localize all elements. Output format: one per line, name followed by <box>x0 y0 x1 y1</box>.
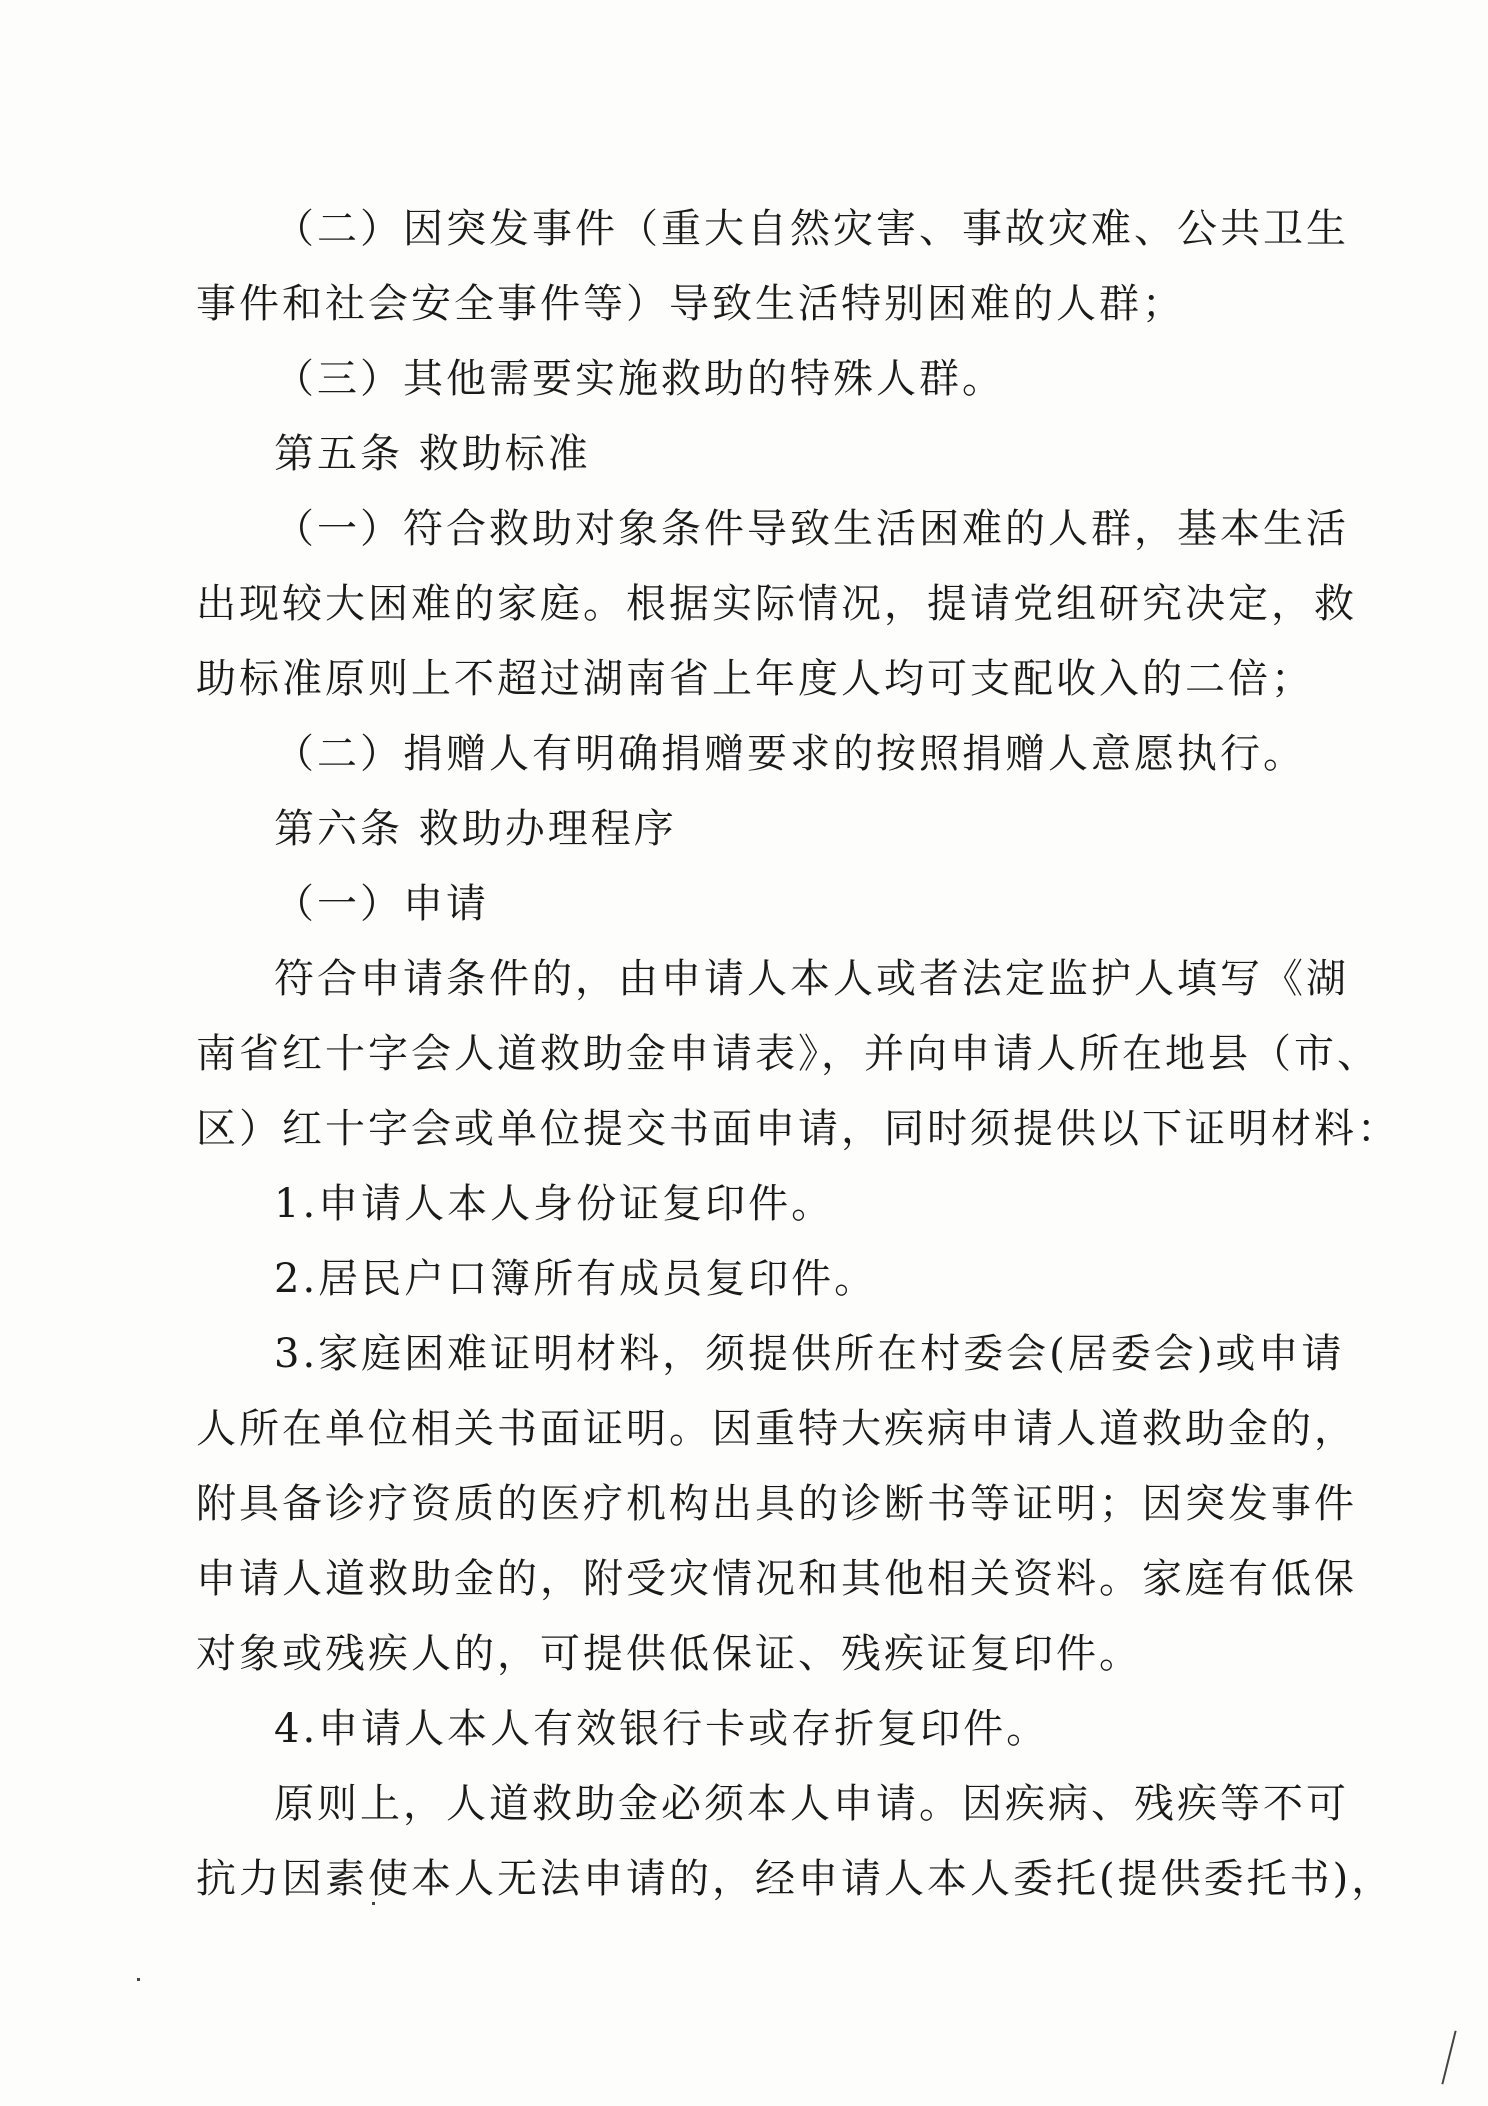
paragraph-line: 出现较大困难的家庭。根据实际情况，提请党组研究决定，救 <box>196 581 1357 627</box>
paragraph-line: 助标准原则上不超过湖南省上年度人均可支配收入的二倍； <box>196 656 1314 702</box>
paragraph-line: 附具备诊疗资质的医疗机构出具的诊断书等证明；因突发事件 <box>196 1481 1357 1527</box>
paragraph-line: 对象或残疾人的，可提供低保证、残疾证复印件。 <box>196 1631 1142 1677</box>
paragraph-line: 区）红十字会或单位提交书面申请，同时须提供以下证明材料： <box>196 1106 1400 1152</box>
paragraph-line: 事件和社会安全事件等）导致生活特别困难的人群； <box>196 281 1185 327</box>
paragraph-line: 符合申请条件的，由申请人本人或者法定监护人填写《湖 <box>274 956 1349 1002</box>
paragraph-line: 原则上，人道救助金必须本人申请。因疾病、残疾等不可 <box>274 1781 1349 1827</box>
section-heading: （一）申请 <box>274 881 489 927</box>
list-item: 4.申请人本人有效银行卡或存折复印件。 <box>274 1706 1050 1752</box>
paragraph-line: 人所在单位相关书面证明。因重特大疾病申请人道救助金的， <box>196 1406 1357 1452</box>
paragraph-line: （二）因突发事件（重大自然灾害、事故灾难、公共卫生 <box>274 206 1349 252</box>
article-heading: 第六条 救助办理程序 <box>274 806 677 852</box>
paragraph-line: （三）其他需要实施救助的特殊人群。 <box>274 356 1005 402</box>
paragraph-line: 南省红十字会人道救助金申请表》，并向申请人所在地县（市、 <box>196 1031 1380 1077</box>
paragraph-line: 申请人道救助金的，附受灾情况和其他相关资料。家庭有低保 <box>196 1556 1357 1602</box>
article-heading: 第五条 救助标准 <box>274 431 591 477</box>
list-item: 1.申请人本人身份证复印件。 <box>274 1181 835 1227</box>
paragraph-line: 抗力因素使本人无法申请的，经申请人本人委托(提供委托书)， <box>196 1856 1395 1902</box>
paragraph-line: （一）符合救助对象条件导致生活困难的人群，基本生活 <box>274 506 1349 552</box>
list-item: 3.家庭困难证明材料，须提供所在村委会(居委会)或申请 <box>274 1331 1345 1377</box>
scan-artifact-dot <box>137 1978 140 1981</box>
paragraph-line: （二）捐赠人有明确捐赠要求的按照捐赠人意愿执行。 <box>274 731 1306 777</box>
scan-artifact-stroke <box>1441 2031 1456 2085</box>
list-item: 2.居民户口簿所有成员复印件。 <box>274 1256 878 1302</box>
scan-artifact-dot <box>372 1902 375 1905</box>
